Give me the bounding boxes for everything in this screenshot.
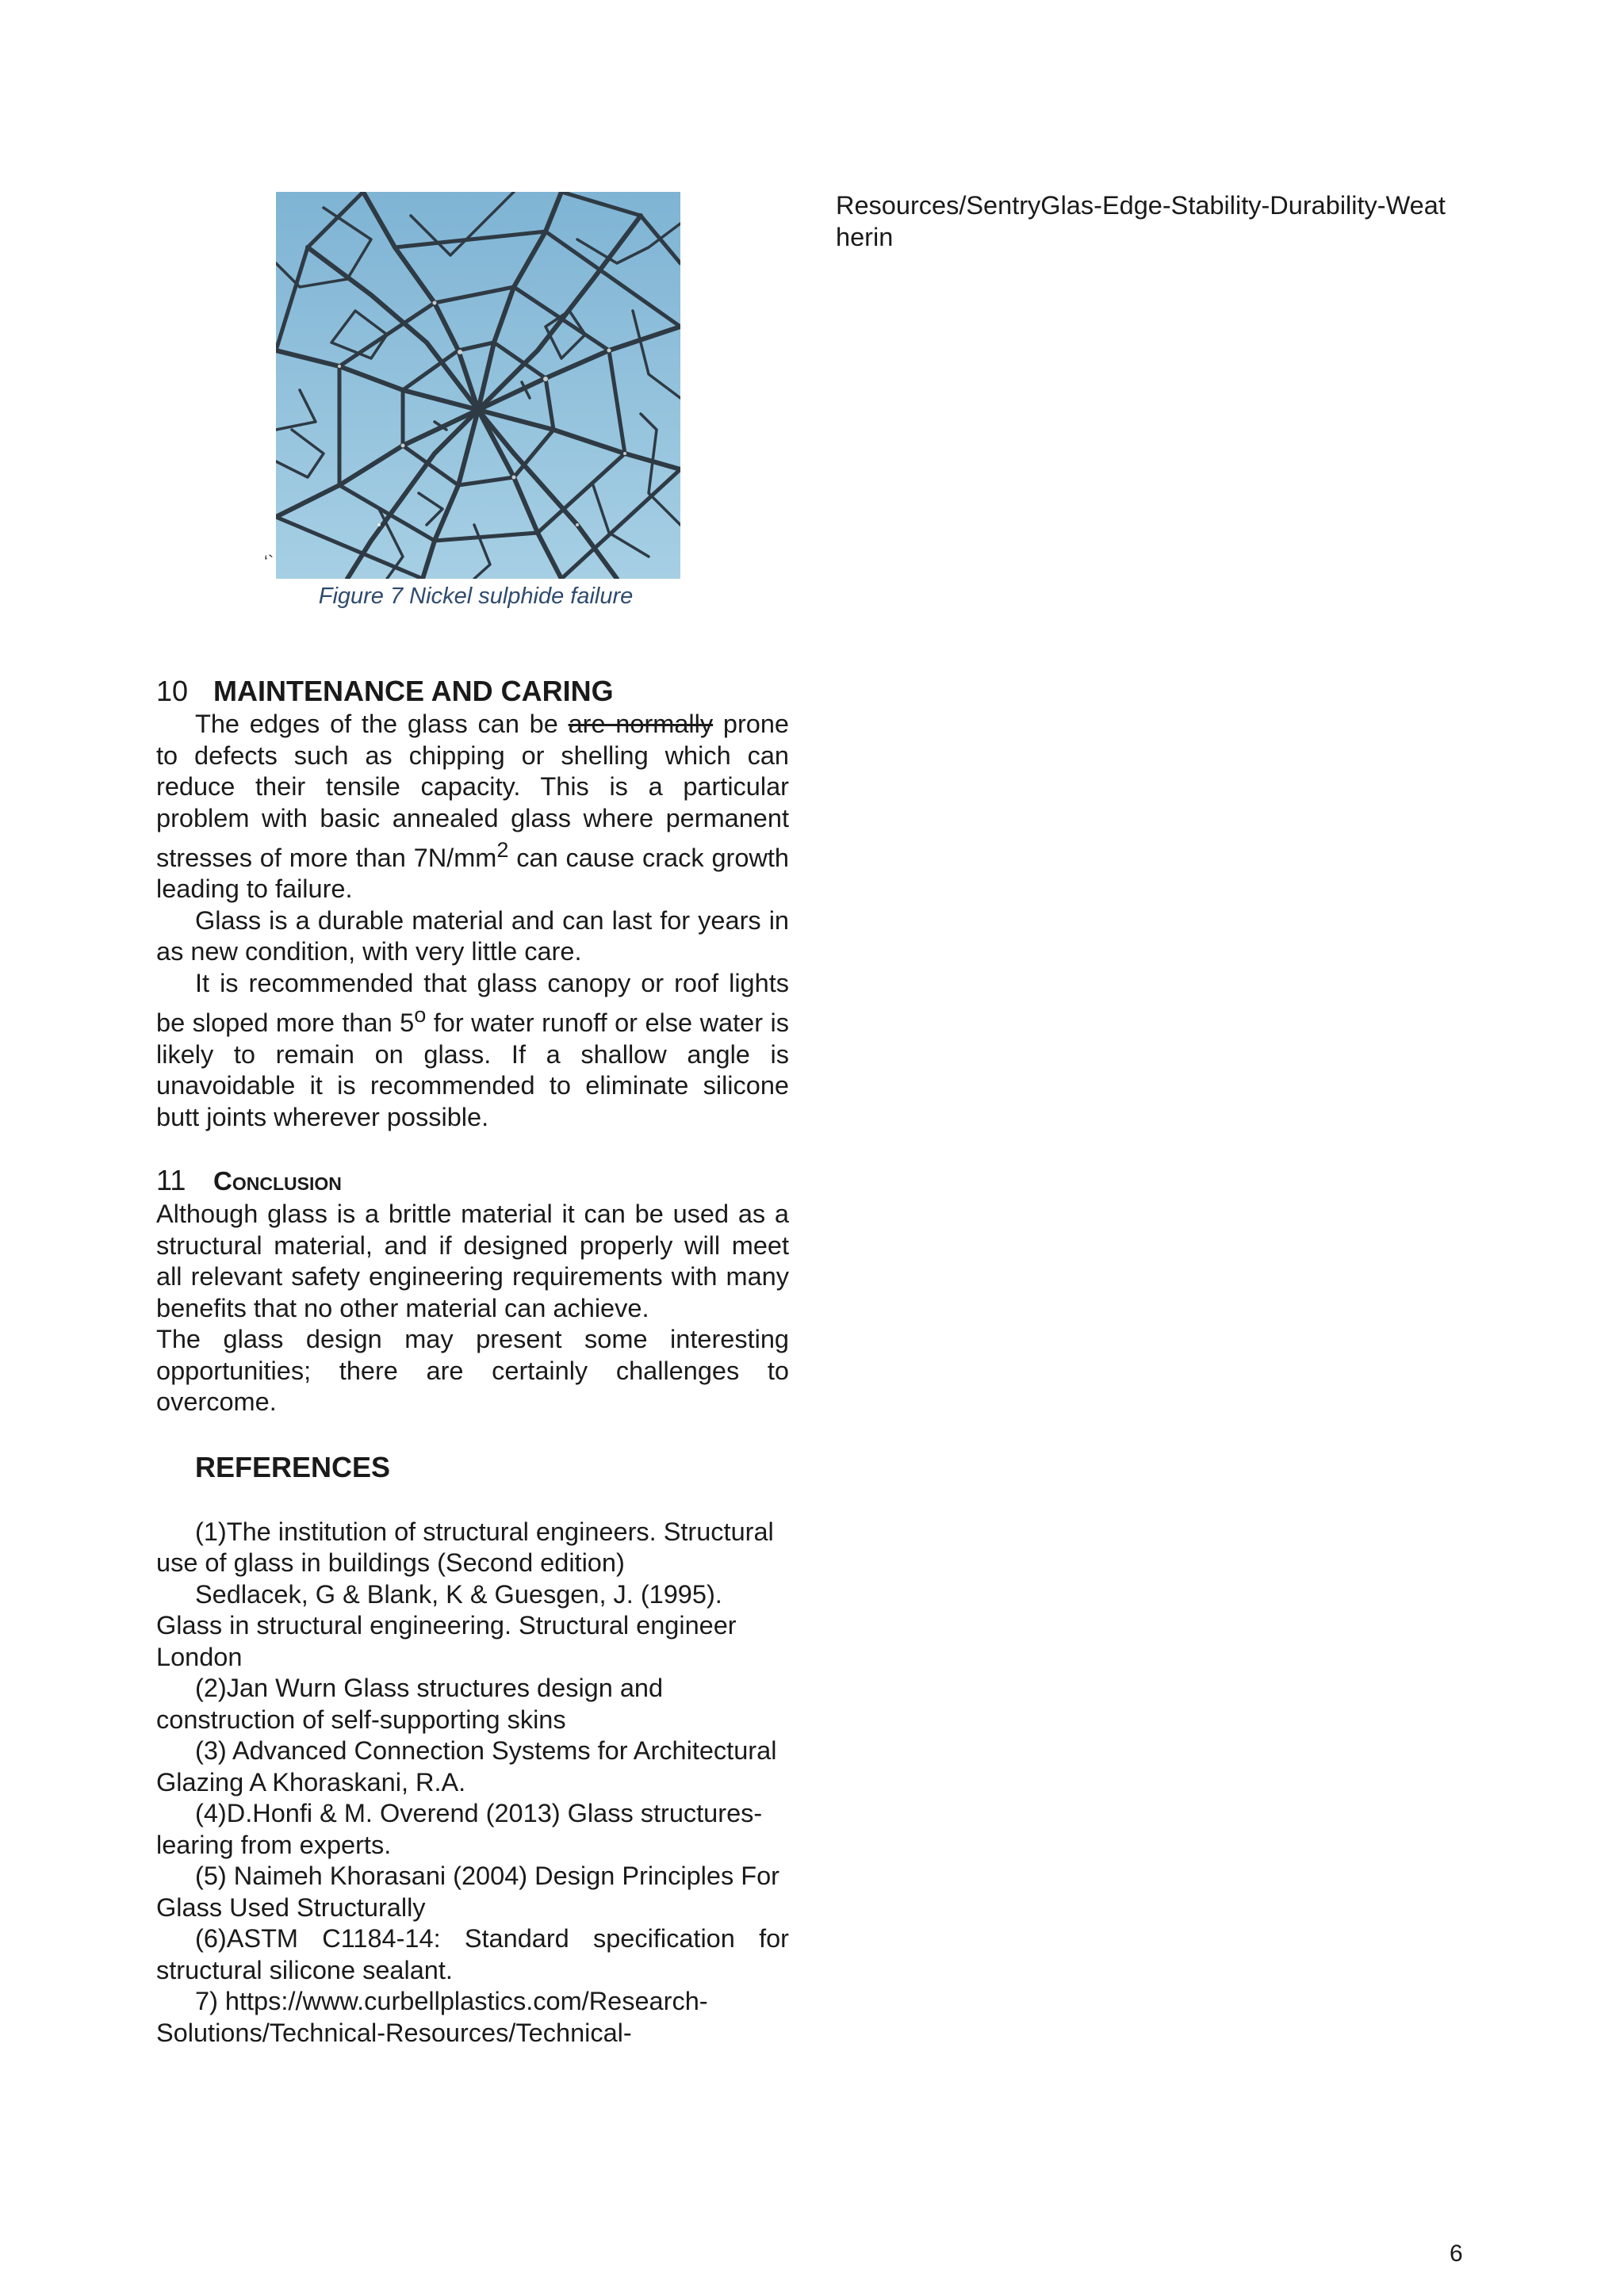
paragraph [156,709,789,905]
section-title: MAINTENANCE AND CARING [213,675,614,707]
text-run: prone to defects such as chipping or shelling which can reduce their tensile capacity. This is a particular problem with basic annealed glass where permanent stresses of more than 7N/mm [156,710,789,872]
nickel-sulphide-failure-figure [276,192,680,579]
stray-mark: ‘` [264,552,274,572]
shattered-glass-image [276,192,680,579]
reference-item: (6)ASTM C1184-14: Standard specification for structural silicone sealant. [156,1924,789,1984]
text-run: for water runoff or else water is likely to remain on glass. If a shallow angle is unavoidable it is recommended to eliminate silicone butt joints wherever possible. [156,1008,789,1131]
reference-continuation: Resources/SentryGlas-Edge-Stability-Durability-Weatherin [836,191,1446,251]
section-heading-10 [156,674,789,709]
section-title: Conclusion [213,1166,342,1196]
reference-item: (4)D.Honfi & M. Overend (2013) Glass structures-learing from experts. [156,1799,763,1859]
left-column [156,674,789,2049]
section-number: 10 [156,675,189,707]
references-heading: REFERENCES [195,1450,391,1483]
superscript: o [414,1002,427,1027]
reference-item: (2)Jan Wurn Glass structures design and construction of self-supporting skins [156,1674,664,1734]
reference-item: (3) Advanced Connection Systems for Architectural Glazing A Khoraskani, R.A. [156,1736,777,1797]
text-run: It is recommended that glass canopy or roof lights be sloped more than 5 [156,968,789,1038]
right-column [836,190,1454,253]
reference-item: (5) Naimeh Khorasani (2004) Design Principles For Glass Used Structurally [156,1862,779,1922]
paragraph: Glass is a durable material and can last for years in as new condition, with very little care. [156,905,789,966]
reference-item: (1)The institution of structural engineers. Structural use of glass in buildings (Second edition) [156,1517,774,1578]
paragraph: The glass design may present some interesting opportunities; there are certainly challenges to overcome. [156,1325,789,1417]
text-run: can cause crack growth leading to failure. [156,843,789,904]
section-number: 11 [156,1164,186,1197]
references-list [156,1517,789,2049]
struck-text: are normally [568,710,714,738]
reference-item: Sedlacek, G & Blank, K & Guesgen, J. (1995). Glass in structural engineering. Structural engineer London [156,1579,737,1671]
paragraph [156,968,789,1133]
figure-caption: Figure 7 Nickel sulphide failure [318,584,634,609]
section-heading-11 [156,1163,789,1199]
reference-item: 7) https://www.curbellplastics.com/Research-Solutions/Technical-Resources/Technical- [156,1987,708,2047]
page-number: 6 [1450,2241,1463,2267]
superscript: 2 [496,837,509,862]
paragraph: Although glass is a brittle material it can be used as a structural material, and if designed properly will meet all relevant safety engineering requirements with many benefits that no other material can achieve. [156,1200,789,1322]
text-run: The edges of the glass can be [195,710,569,738]
